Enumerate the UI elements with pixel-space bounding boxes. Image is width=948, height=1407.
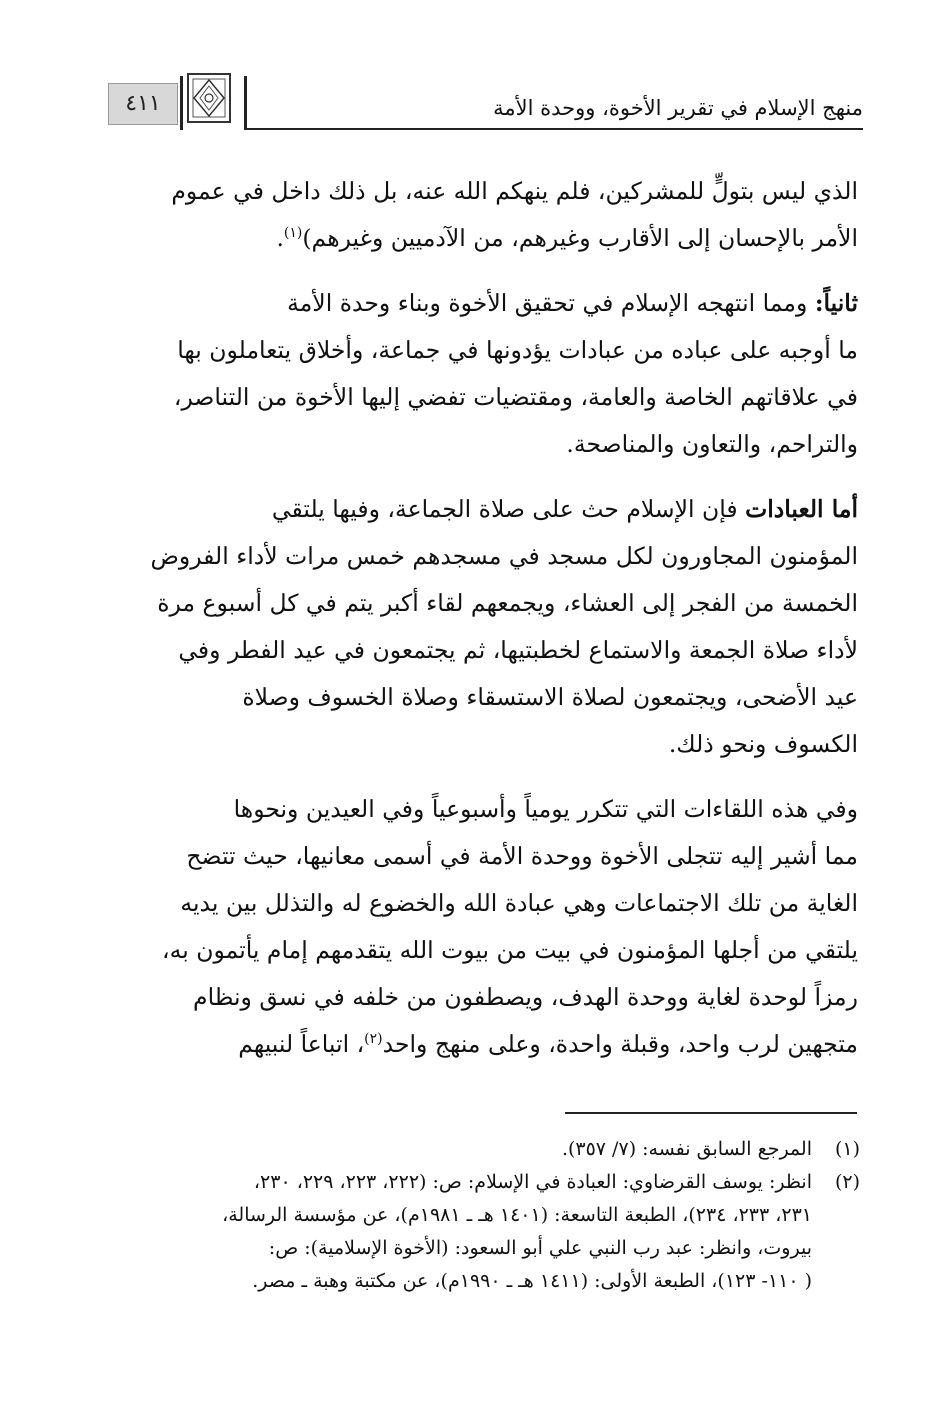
text-line bbox=[90, 280, 858, 327]
footnote-line: بيروت، وانظر: عبد رب النبي علي أبو السعود: (الأخوة الإسلامية): ص: bbox=[268, 1237, 812, 1259]
text-line: المؤمنون المجاورون لكل مسجد في مسجدهم خمس مرات لأداء الفروض bbox=[150, 542, 858, 570]
text-line bbox=[90, 1021, 858, 1068]
text-line bbox=[90, 215, 858, 262]
paragraph-3 bbox=[90, 486, 858, 768]
text-line: وفي هذه اللقاءات التي تتكرر يومياً وأسبوعياً وفي العيدين ونحوها bbox=[233, 795, 858, 823]
footnote-number: (١) bbox=[834, 1138, 860, 1160]
footnote-line: ٢٣١، ٢٣٣، ٢٣٤)، الطبعة التاسعة: (١٤٠١ هـ ـ ١٩٨١م)، عن مؤسسة الرسالة، bbox=[222, 1204, 812, 1226]
footnote-number: (٢) bbox=[834, 1171, 860, 1193]
running-header-title: منهج الإسلام في تقرير الأخوة، ووحدة الأمة bbox=[493, 96, 863, 120]
text-line: ما أوجبه على عباده من عبادات يؤدونها في جماعة، وأخلاق يتعاملون بها bbox=[177, 336, 858, 364]
text-fragment: ومما انتهجه الإسلام في تحقيق الأخوة وبناء وحدة الأمة bbox=[287, 289, 815, 317]
text-line: مما أشير إليه تتجلى الأخوة ووحدة الأمة في أسمى معانيها، حيث تتضح bbox=[186, 842, 858, 870]
footnote bbox=[100, 1166, 860, 1298]
paragraph-1 bbox=[90, 168, 858, 262]
text-line: لأداء صلاة الجمعة والاستماع لخطبتيها، ثم يجتمعون في عيد الفطر وفي bbox=[178, 636, 858, 664]
ornament-icon bbox=[186, 72, 232, 124]
footnote-ref: (١) bbox=[283, 225, 303, 242]
paragraph-4 bbox=[90, 786, 858, 1068]
text-line: الغاية من تلك الاجتماعات وهي عبادة الله والخضوع له والتذلل بين يديه bbox=[180, 889, 858, 917]
paragraph-lead: أما العبادات bbox=[745, 495, 858, 523]
footnotes bbox=[100, 1133, 860, 1298]
text-line bbox=[90, 486, 858, 533]
text-line: الكسوف ونحو ذلك. bbox=[668, 730, 858, 758]
footnote-separator bbox=[565, 1112, 857, 1114]
footnote-line: المرجع السابق نفسه: (٧/ ٣٥٧). bbox=[561, 1138, 812, 1160]
text-fragment: فإن الإسلام حث على صلاة الجماعة، وفيها يلتقي bbox=[271, 495, 746, 523]
main-text bbox=[90, 168, 858, 1086]
page-number: ٤١١ bbox=[108, 83, 178, 125]
paragraph-lead: ثانياً: bbox=[814, 289, 858, 317]
footnote bbox=[100, 1133, 860, 1166]
footnote-line: انظر: يوسف القرضاوي: العبادة في الإسلام: ص: (٢٢٢، ٢٢٣، ٢٢٩، ٢٣٠، bbox=[253, 1171, 812, 1193]
text-line: والتراحم، والتعاون والمناصحة. bbox=[566, 430, 858, 458]
text-fragment: . bbox=[276, 224, 284, 252]
text-fragment: الأمر بالإحسان إلى الأقارب وغيرهم، من الآدميين وغيرهم) bbox=[302, 224, 858, 252]
text-line: يلتقي من أجلها المؤمنون في بيت من بيوت الله يتقدمهم إمام يأتمون به، bbox=[162, 936, 858, 964]
footnote-ref: (٢) bbox=[364, 1031, 383, 1048]
text-line: الخمسة من الفجر إلى العشاء، ويجمعهم لقاء أكبر يتم في كل أسبوع مرة bbox=[157, 589, 858, 617]
header-rule bbox=[245, 128, 863, 130]
text-line: عيد الأضحى، ويجتمعون لصلاة الاستسقاء وصلاة الخسوف وصلاة bbox=[242, 683, 858, 711]
text-line: الذي ليس بتولٍّ للمشركين، فلم ينهكم الله عنه، بل ذلك داخل في عموم bbox=[171, 177, 858, 205]
text-line: رمزاً لوحدة لغاية ووحدة الهدف، ويصطفون من خلفه في نسق ونظام bbox=[193, 983, 858, 1011]
text-fragment: ، اتباعاً لنبيهم bbox=[238, 1030, 365, 1058]
header-divider bbox=[244, 76, 247, 130]
footnote-line: ( ١١٠- ١٢٣)، الطبعة الأولى: (١٤١١ هـ ـ ١٩٩٠م)، عن مكتبة وهبة ـ مصر. bbox=[252, 1270, 812, 1292]
header-divider bbox=[180, 76, 183, 130]
paragraph-2 bbox=[90, 280, 858, 468]
text-fragment: متجهين لرب واحد، وقبلة واحدة، وعلى منهج واحد bbox=[382, 1030, 858, 1058]
text-line: في علاقاتهم الخاصة والعامة، ومقتضيات تفضي إليها الأخوة من التناصر، bbox=[173, 383, 858, 411]
